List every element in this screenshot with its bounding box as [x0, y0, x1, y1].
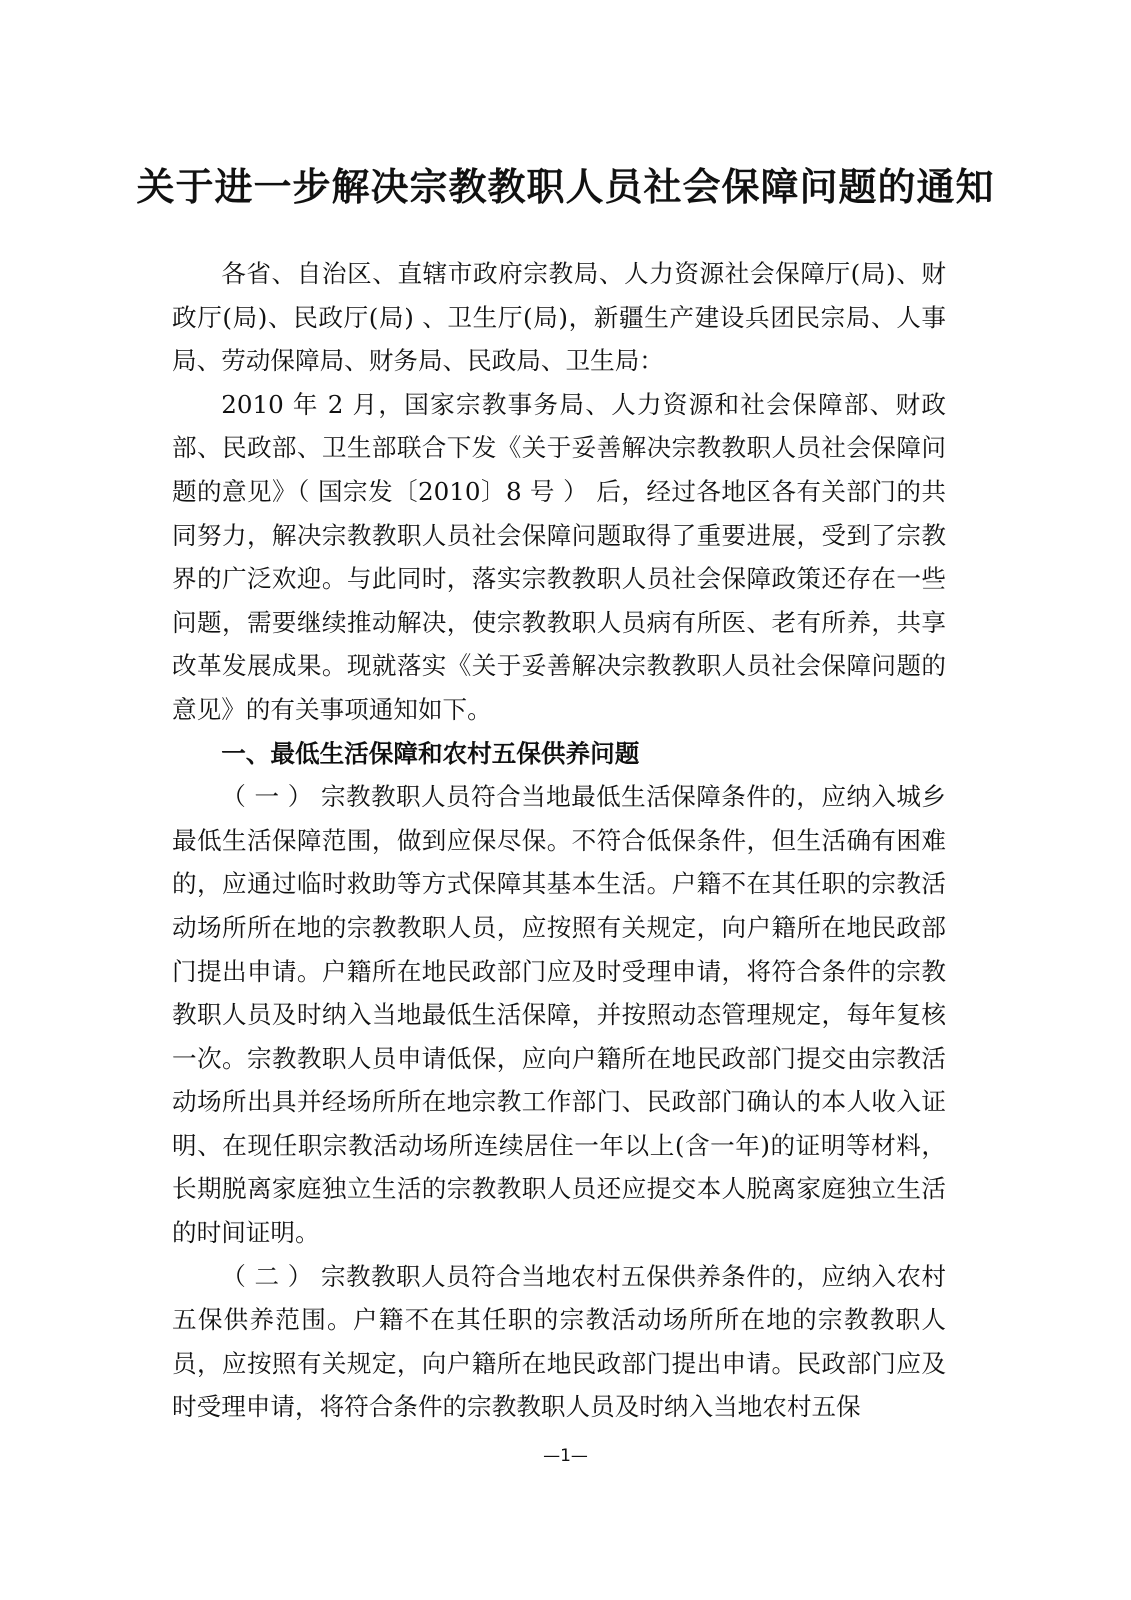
section-item-paragraph: （ 二 ） 宗教教职人员符合当地农村五保供养条件的，应纳入农村五保供养范围。户籍不在其任职的宗教活动场所所在地的宗教教职人员，应按照有关规定，向户籍所在地民政部门提出申请。民政部门应及时受理申请，将符合条件的宗教教职人员及时纳入当地农村五保: [172, 1261, 946, 1422]
page-number: —1—: [543, 1446, 588, 1466]
intro-paragraph: 2010 年 2 月，国家宗教事务局、人力资源和社会保障部、财政部、民政部、卫生部联合下发《关于妥善解决宗教教职人员社会保障问题的意见》（ 国宗发〔2010〕8 号 ） 后，经过各地区各有关部门的共同努力，解决宗教教职人员社会保障问题取得了重要进展，受到了宗教界的广泛欢迎。与此同时，落实宗教教职人员社会保障政策还存在一些问题，需要继续推动解决，使宗教教职人员病有所医、老有所养，共享改革发展成果。现就落实《关于妥善解决宗教教职人员社会保障问题的意见》的有关事项通知如下。: [172, 389, 946, 724]
section-heading: 一、最低生活保障和农村五保供养问题: [221, 738, 640, 768]
document-body: [172, 252, 946, 1429]
document-title: 关于进一步解决宗教教职人员社会保障问题的通知: [136, 164, 995, 209]
addressee-paragraph: 各省、自治区、直辖市政府宗教局、人力资源社会保障厅(局)、财政厅(局)、民政厅(局) 、卫生厅(局)，新疆生产建设兵团民宗局、人事局、劳动保障局、财务局、民政局、卫生局：: [172, 259, 946, 376]
section-item-paragraph: （ 一 ） 宗教教职人员符合当地最低生活保障条件的，应纳入城乡最低生活保障范围，做到应保尽保。不符合低保条件，但生活确有困难的，应通过临时救助等方式保障其基本生活。户籍不在其任职的宗教活动场所所在地的宗教教职人员，应按照有关规定，向户籍所在地民政部门提出申请。户籍所在地民政部门应及时受理申请，将符合条件的宗教教职人员及时纳入当地最低生活保障，并按照动态管理规定，每年复核一次。宗教教职人员申请低保，应向户籍所在地民政部门提交由宗教活动场所出具并经场所所在地宗教工作部门、民政部门确认的本人收入证明、在现任职宗教活动场所连续居住一年以上(含一年)的证明等材料，长期脱离家庭独立生活的宗教教职人员还应提交本人脱离家庭独立生活的时间证明。: [172, 782, 946, 1248]
